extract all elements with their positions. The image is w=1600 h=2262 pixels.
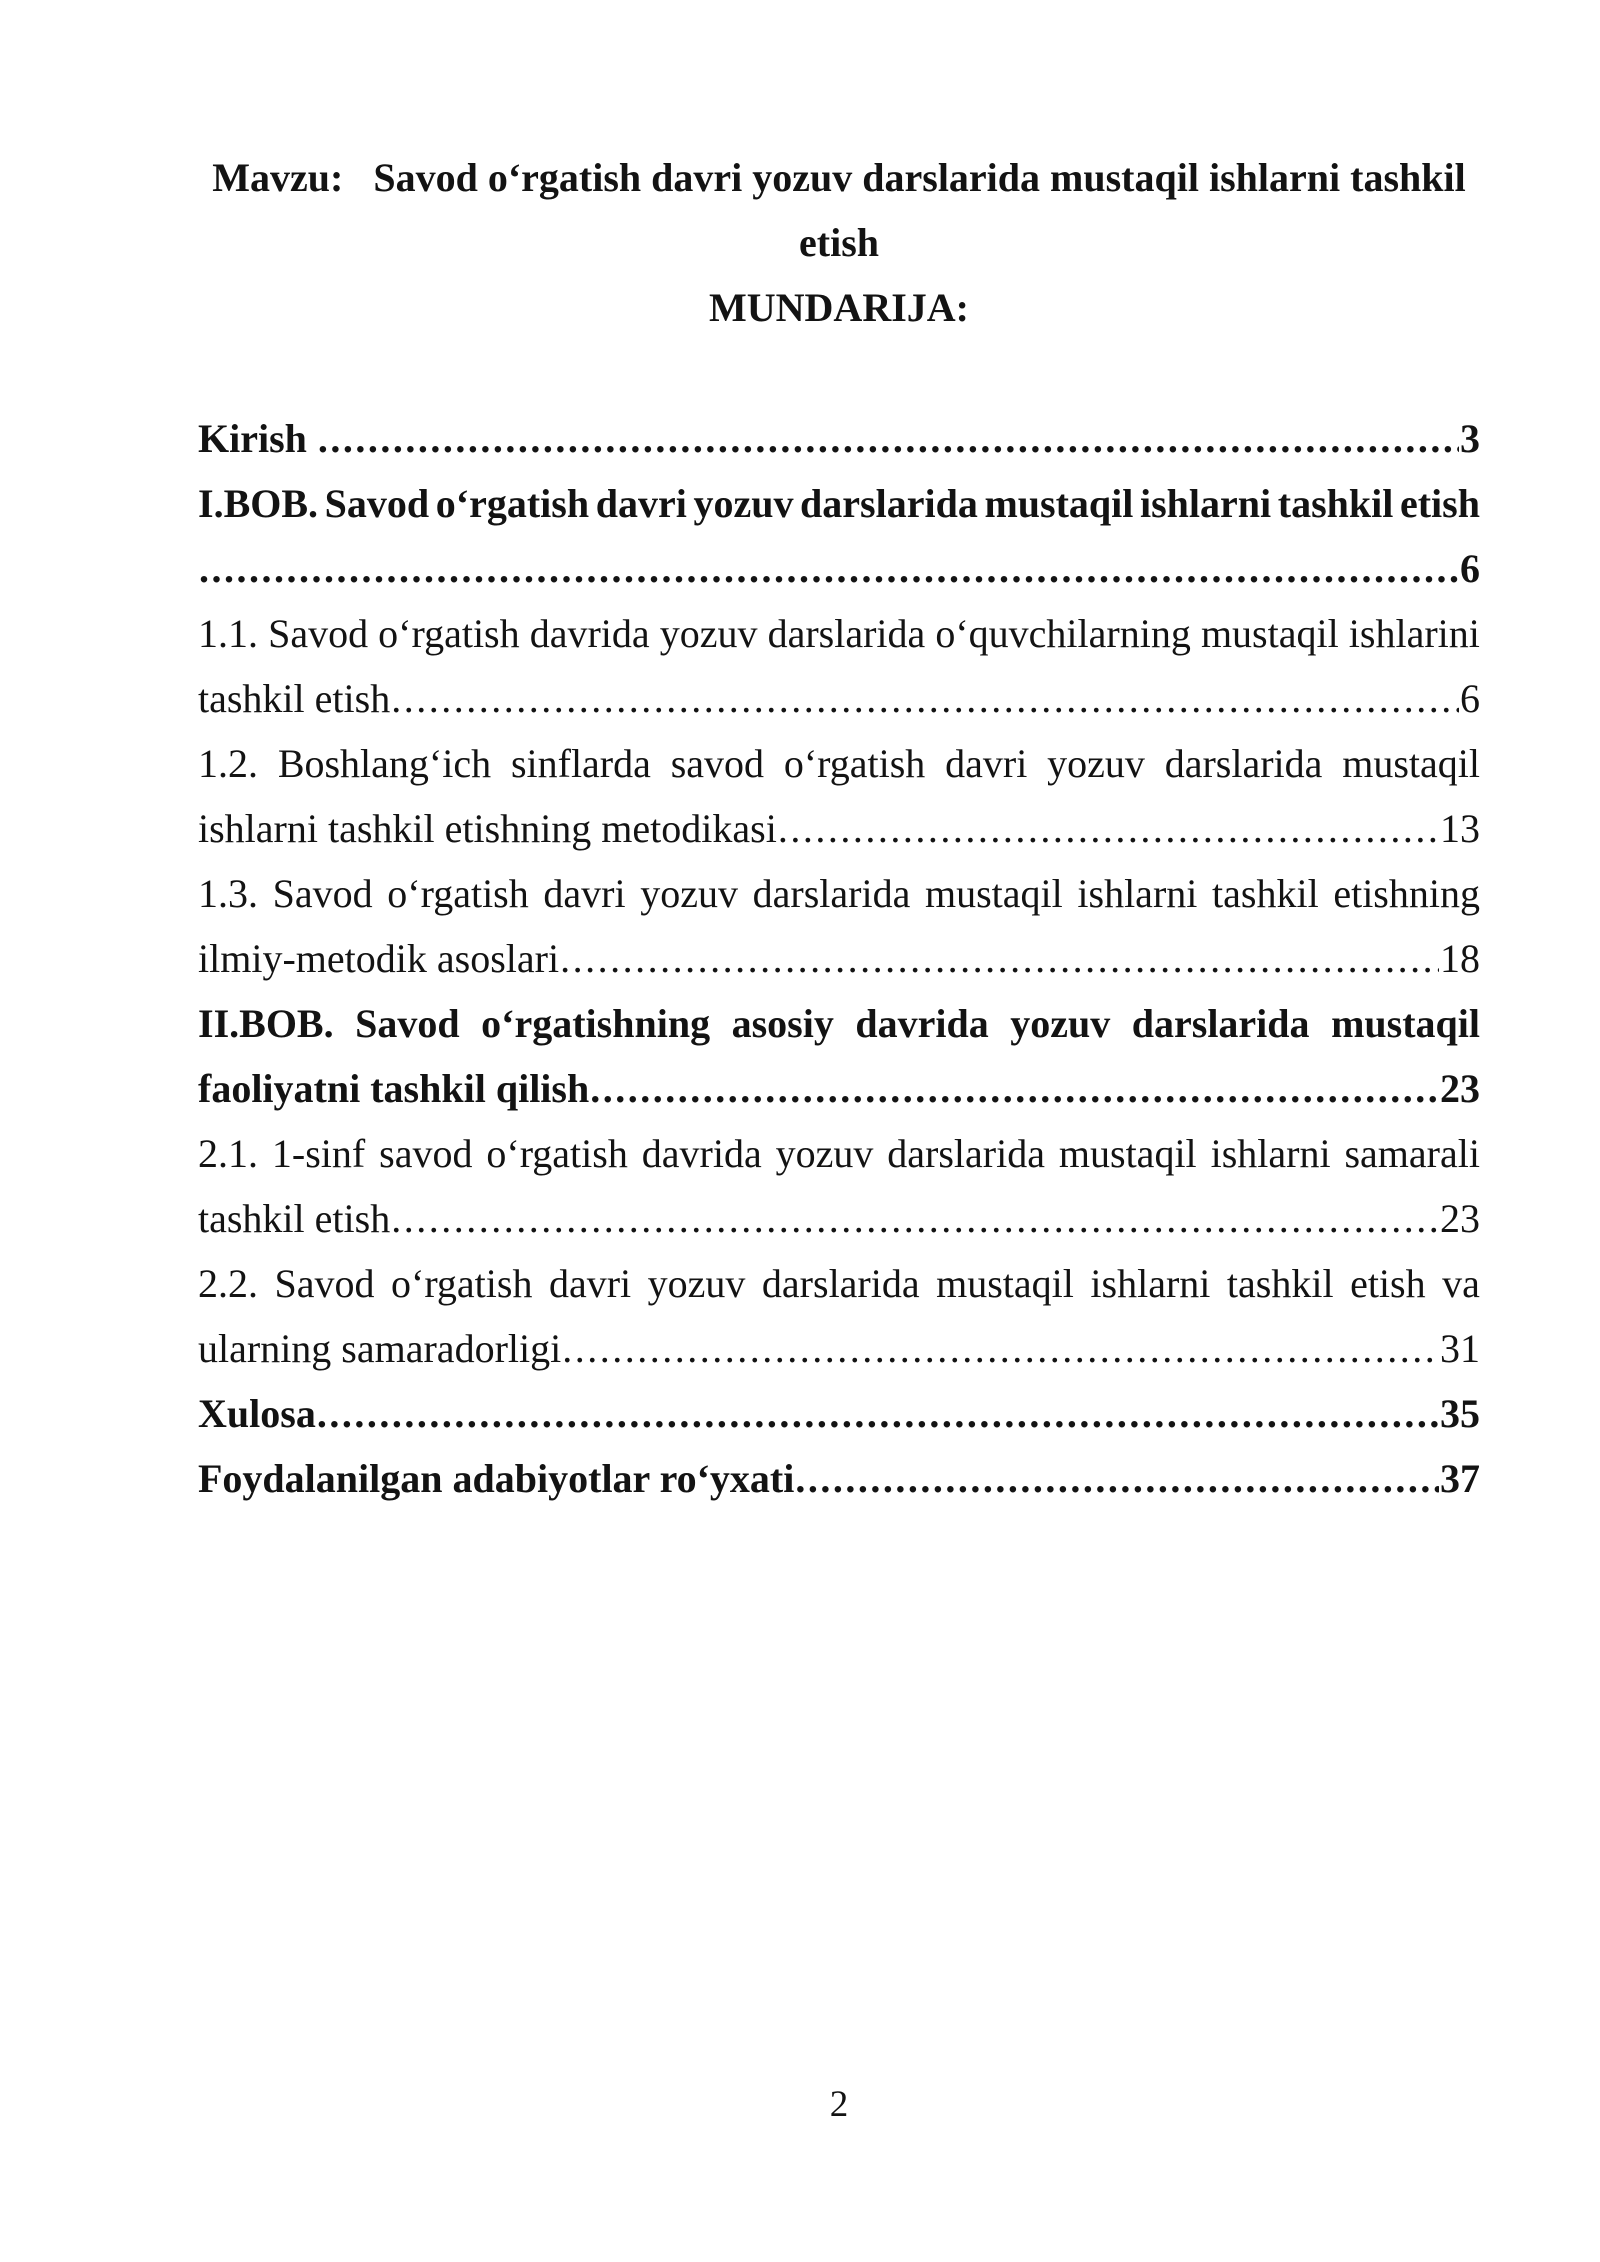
toc-entry <box>198 1446 1480 1511</box>
toc-word: ishlarni <box>1090 1261 1211 1306</box>
toc-page-number: 23 <box>1440 1196 1480 1241</box>
dot-leader <box>199 536 1459 601</box>
document-content <box>198 0 1480 1511</box>
toc-word: yozuv <box>640 871 738 916</box>
toc-entry <box>198 731 1480 861</box>
toc-entry-label: Kirish <box>198 416 317 461</box>
toc-entry-text-line <box>198 1121 1480 1186</box>
toc-word: darslarida <box>887 1131 1045 1176</box>
toc-word: o‘rgatish <box>378 611 520 656</box>
toc-word: tashkil <box>1277 481 1394 526</box>
toc-word: mustaqil <box>1058 1131 1197 1176</box>
toc-word: darslarida <box>761 1261 920 1306</box>
toc-page-number: 13 <box>1440 806 1480 851</box>
dot-leader <box>391 666 1459 731</box>
toc-word: 1.2. <box>198 741 258 786</box>
toc-word: 2.2. <box>198 1261 258 1306</box>
toc-word: Savod <box>324 481 430 526</box>
title-block <box>198 145 1480 340</box>
toc-word: savod <box>670 741 765 786</box>
toc-word: ishlarni <box>1140 481 1272 526</box>
toc-entry <box>198 991 1480 1121</box>
toc-entry <box>198 471 1480 601</box>
toc-entry-label: ularning samaradorligi <box>198 1326 562 1371</box>
toc-entry-label: ilmiy-metodik asoslari <box>198 936 560 981</box>
toc-page-number: 6 <box>1460 546 1480 591</box>
toc-word: o‘rgatish <box>783 741 926 786</box>
toc-entry <box>198 601 1480 731</box>
toc-word: yozuv <box>647 1261 746 1306</box>
toc-word: 1.1. <box>198 611 258 656</box>
blank-line-spacer <box>198 340 1480 406</box>
toc-word: I.BOB. <box>198 481 319 526</box>
toc-entry-leader-line <box>198 406 1480 471</box>
toc-word: davrida <box>641 1131 762 1176</box>
page-number: 2 <box>829 2084 849 2125</box>
toc-word: darslarida <box>752 871 911 916</box>
toc-word: davri <box>543 871 626 916</box>
toc-list <box>198 406 1480 1511</box>
toc-word: etish <box>1399 481 1480 526</box>
toc-word: 1-sinf <box>271 1131 366 1176</box>
toc-word: o‘rgatish <box>387 871 529 916</box>
toc-entry <box>198 1381 1480 1446</box>
toc-word: tashkil <box>1212 871 1319 916</box>
toc-entry-label: ishlarni tashkil etishning metodikasi <box>198 806 777 851</box>
toc-entry-leader-line <box>198 926 1480 991</box>
toc-entry-text-line <box>198 471 1480 536</box>
toc-word: davri <box>548 1261 632 1306</box>
toc-page-number: 6 <box>1460 676 1480 721</box>
toc-word: yozuv <box>775 1131 874 1176</box>
toc-entry <box>198 861 1480 991</box>
toc-entry-label: Xulosa <box>198 1391 316 1436</box>
toc-word: davrida <box>529 611 650 656</box>
toc-word: Savod <box>274 1261 375 1306</box>
toc-word: yozuv <box>1010 1001 1111 1046</box>
toc-word: Boshlang‘ich <box>277 741 492 786</box>
toc-entry <box>198 406 1480 471</box>
toc-word: darslarida <box>800 481 978 526</box>
toc-word: darslarida <box>767 611 926 656</box>
toc-entry-text-line <box>198 1251 1480 1316</box>
toc-word: mustaqil <box>936 1261 1074 1306</box>
toc-entry-leader-line <box>198 796 1480 861</box>
toc-word: Savod <box>355 1001 460 1046</box>
toc-entry-text-line <box>198 991 1480 1056</box>
toc-word: tashkil <box>1226 1261 1334 1306</box>
dot-leader <box>795 1446 1439 1511</box>
toc-page-number: 18 <box>1440 936 1480 981</box>
toc-word: o‘rgatish <box>435 481 590 526</box>
toc-word: sinflarda <box>510 741 651 786</box>
document-title-line1: Mavzu: Savod o‘rgatish davri yozuv darslarida mustaqil ishlarni tashkil <box>212 155 1466 200</box>
toc-entry-label: Foydalanilgan adabiyotlar ro‘yxati <box>198 1456 795 1501</box>
toc-word: o‘rgatishning <box>481 1001 711 1046</box>
dot-leader <box>778 796 1439 861</box>
toc-word: 2.1. <box>198 1131 258 1176</box>
toc-word: Savod <box>268 611 369 656</box>
toc-word: mustaqil <box>984 481 1134 526</box>
toc-word: davrida <box>855 1001 989 1046</box>
toc-word: darslarida <box>1131 1001 1310 1046</box>
toc-heading: MUNDARIJA: <box>709 285 969 330</box>
toc-entry-text-line <box>198 601 1480 666</box>
toc-entry-leader-line <box>198 1381 1480 1446</box>
dot-leader <box>318 406 1459 471</box>
toc-word: mustaqil <box>1200 611 1339 656</box>
toc-page-number: 23 <box>1440 1066 1480 1111</box>
dot-leader <box>560 926 1439 991</box>
toc-word: 1.3. <box>198 871 258 916</box>
toc-entry <box>198 1121 1480 1251</box>
dot-leader <box>562 1316 1439 1381</box>
document-title-line2: etish <box>799 220 879 265</box>
toc-word: va <box>1442 1261 1480 1306</box>
toc-word: yozuv <box>693 481 794 526</box>
toc-page-number: 31 <box>1440 1326 1480 1371</box>
toc-word: mustaqil <box>1342 741 1480 786</box>
toc-word: ishlarni <box>1210 1131 1331 1176</box>
toc-page-number: 37 <box>1440 1456 1480 1501</box>
toc-entry-label: tashkil etish <box>198 676 391 721</box>
toc-page-number: 35 <box>1440 1391 1480 1436</box>
toc-entry-leader-line <box>198 1316 1480 1381</box>
toc-word: asosiy <box>731 1001 834 1046</box>
toc-word: etishning <box>1333 871 1480 916</box>
toc-word: ishlarni <box>1077 871 1198 916</box>
toc-word: davri <box>945 741 1028 786</box>
toc-word: ishlarini <box>1348 611 1480 656</box>
toc-word: yozuv <box>1047 741 1145 786</box>
toc-word: davri <box>595 481 687 526</box>
toc-entry-text-line <box>198 731 1480 796</box>
toc-entry <box>198 1251 1480 1381</box>
toc-entry-leader-line <box>198 1446 1480 1511</box>
toc-word: samarali <box>1344 1131 1480 1176</box>
toc-word: o‘rgatish <box>391 1261 533 1306</box>
toc-entry-leader-line <box>198 536 1480 601</box>
dot-leader <box>391 1186 1439 1251</box>
dot-leader <box>590 1056 1439 1121</box>
toc-entry-label: tashkil etish <box>198 1196 391 1241</box>
toc-word: o‘quvchilarning <box>935 611 1191 656</box>
toc-word: yozuv <box>659 611 758 656</box>
toc-entry-leader-line <box>198 666 1480 731</box>
toc-entry-leader-line <box>198 1186 1480 1251</box>
toc-page-number: 3 <box>1460 416 1480 461</box>
dot-leader <box>317 1381 1439 1446</box>
toc-word: o‘rgatish <box>486 1131 628 1176</box>
toc-word: etish <box>1350 1261 1426 1306</box>
toc-word: Savod <box>272 871 373 916</box>
toc-word: darslarida <box>1164 741 1323 786</box>
toc-entry-text-line <box>198 861 1480 926</box>
toc-word: mustaqil <box>1331 1001 1480 1046</box>
toc-entry-label: faoliyatni tashkil qilish <box>198 1066 590 1111</box>
toc-word: savod <box>379 1131 473 1176</box>
toc-word: II.BOB. <box>198 1001 334 1046</box>
toc-word: mustaqil <box>924 871 1063 916</box>
toc-entry-leader-line <box>198 1056 1480 1121</box>
